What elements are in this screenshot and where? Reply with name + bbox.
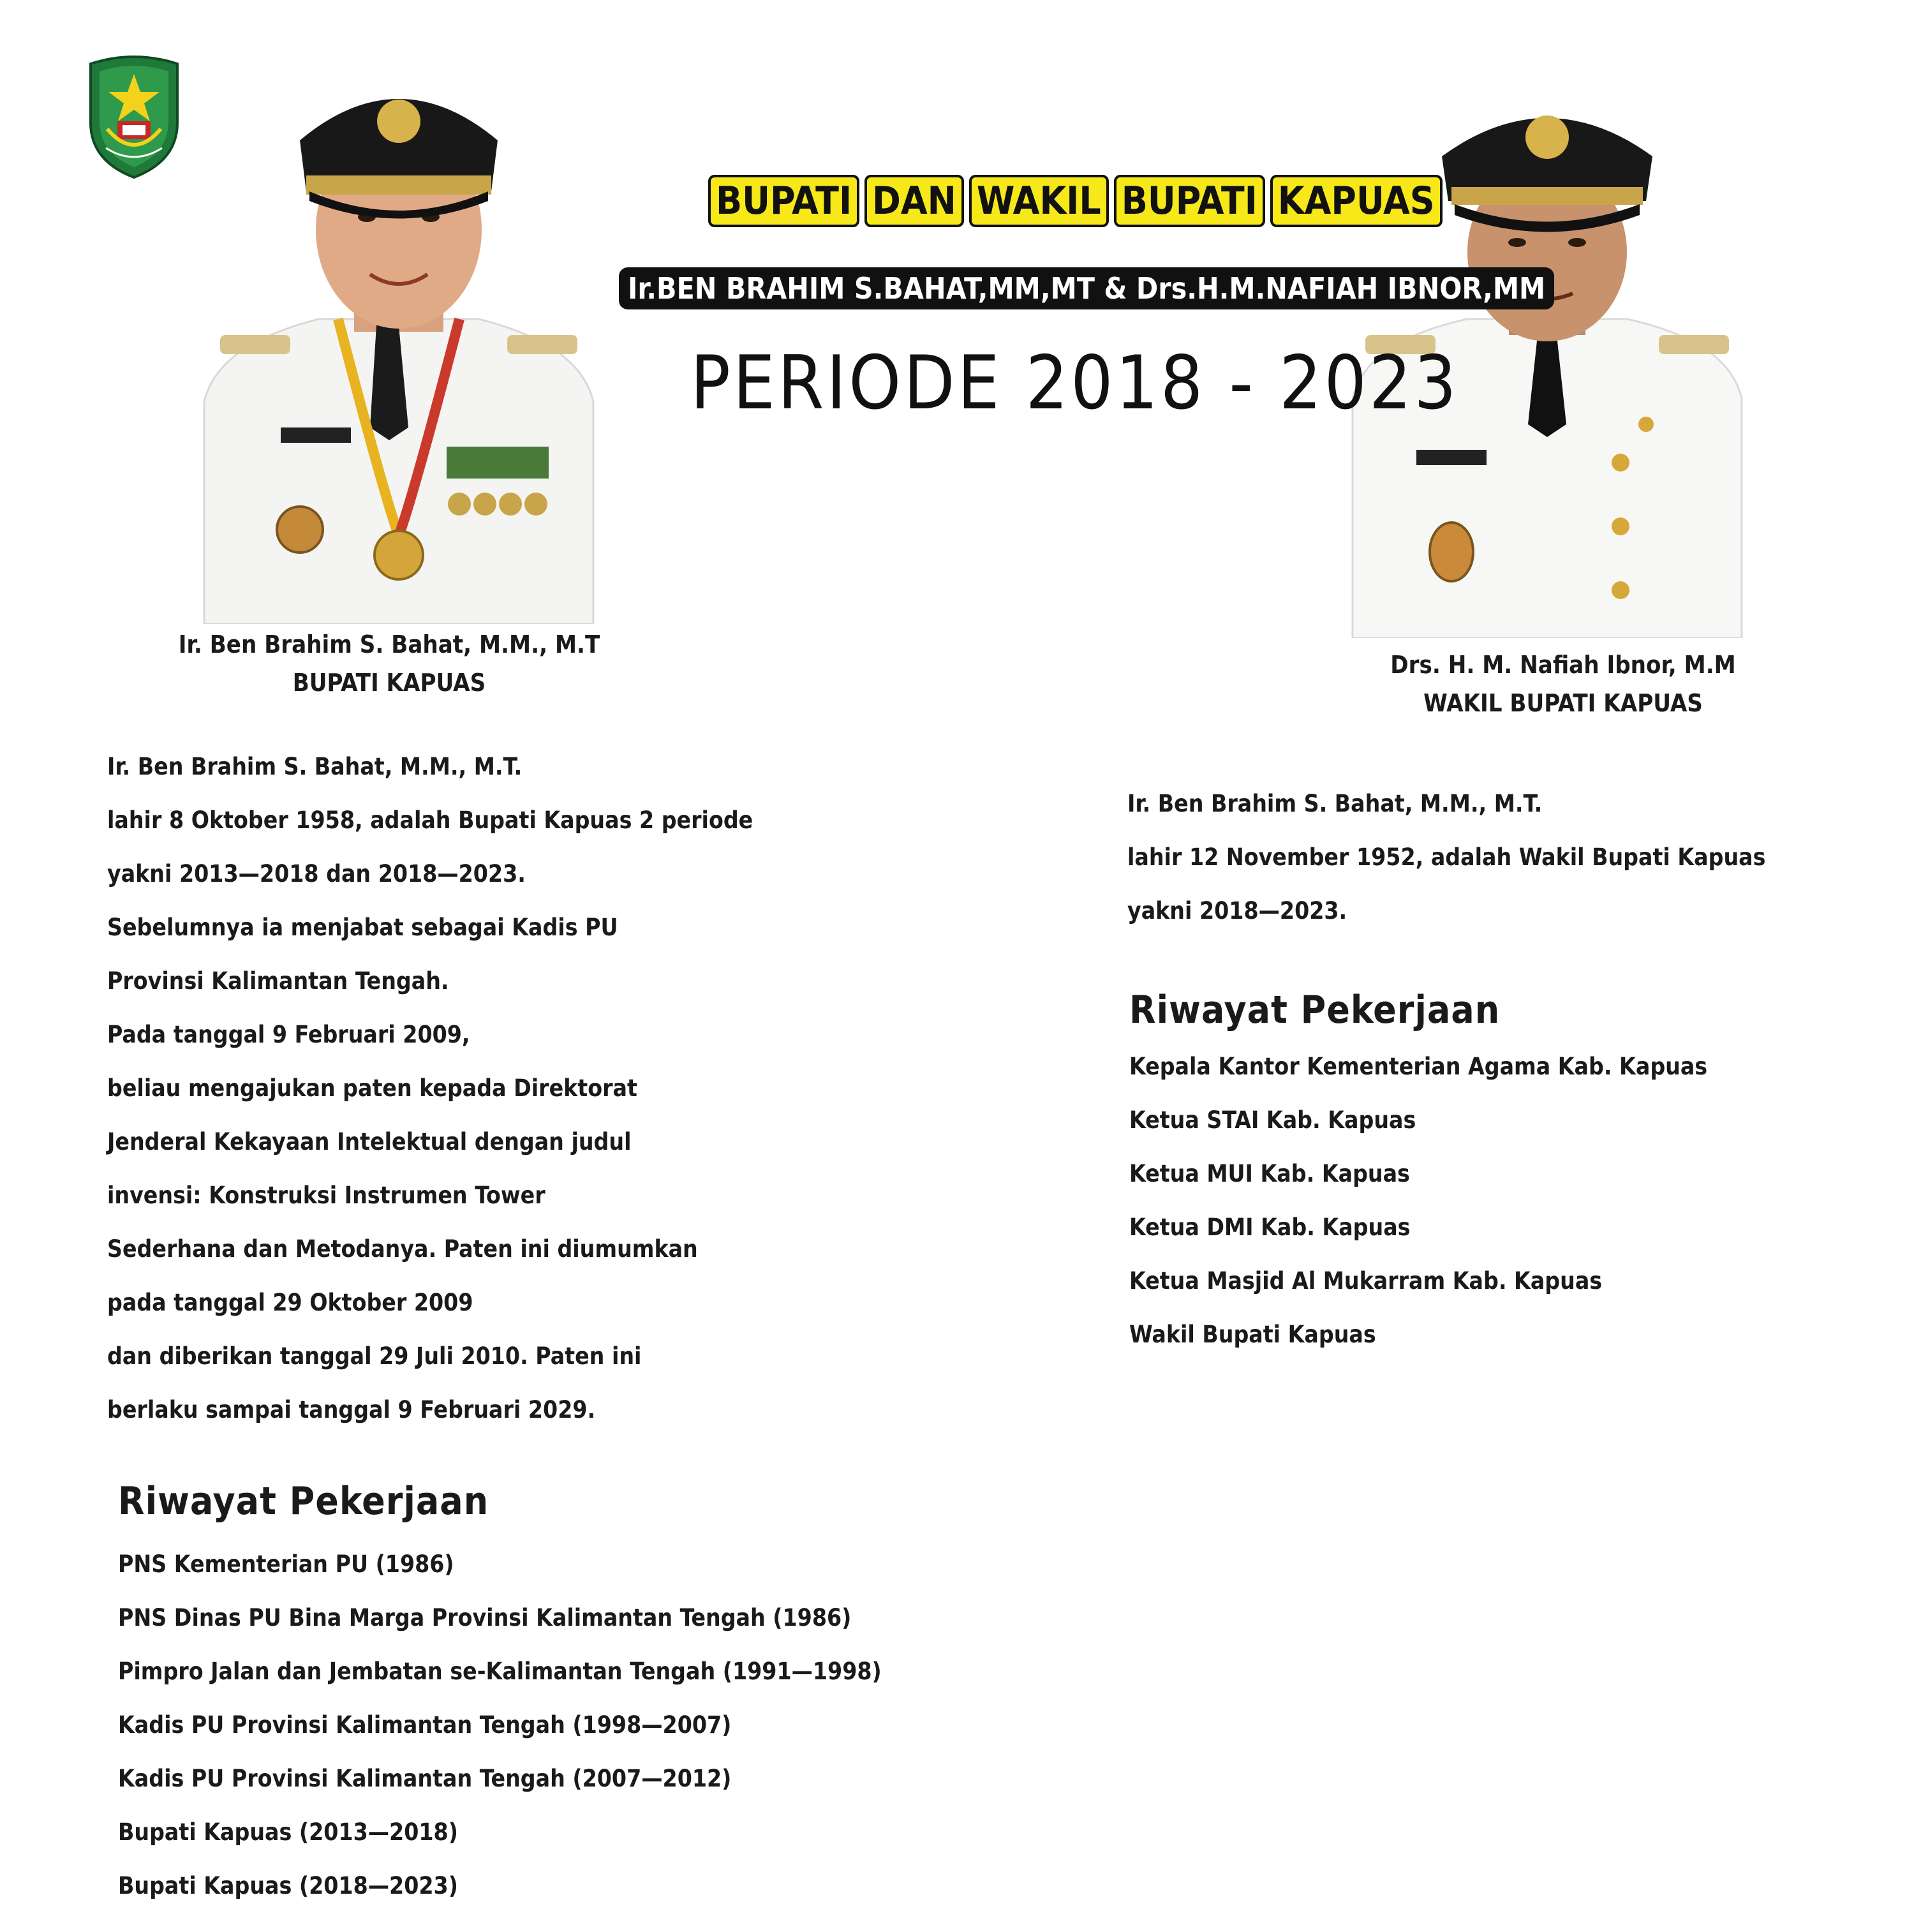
- bio-line: beliau mengajukan paten kepada Direktorat: [107, 1074, 637, 1102]
- period-title: PERIODE 2018 - 2023: [690, 340, 1459, 426]
- caption-role: WAKIL BUPATI KAPUAS: [1423, 689, 1703, 717]
- title-word: DAN: [864, 175, 964, 227]
- list-item: Pimpro Jalan dan Jembatan se-Kalimantan Tengah (1991—1998): [118, 1658, 882, 1685]
- bio-line: Pada tanggal 9 Februari 2009,: [107, 1021, 470, 1048]
- bio-line: yakni 2018—2023.: [1127, 897, 1347, 925]
- caption-bupati: [102, 625, 676, 702]
- bio-line: Provinsi Kalimantan Tengah.: [107, 967, 449, 995]
- title-bupati-wakil: [708, 179, 1448, 223]
- title-word: KAPUAS: [1270, 175, 1443, 227]
- bio-line: Sederhana dan Metodanya. Paten ini diumumkan: [107, 1235, 698, 1263]
- career-list-bupati: [118, 1538, 882, 1913]
- bio-wakil-bupati: [1127, 777, 1765, 938]
- career-list-wakil: [1129, 1040, 1707, 1362]
- title-word: BUPATI: [708, 175, 859, 227]
- bio-line: Jenderal Kekayaan Intelektual dengan judul: [107, 1128, 632, 1155]
- bio-line: Sebelumnya ia menjabat sebagai Kadis PU: [107, 914, 618, 941]
- bio-line: berlaku sampai tanggal 9 Februari 2029.: [107, 1396, 596, 1423]
- title-word: WAKIL: [969, 175, 1109, 227]
- list-item: Bupati Kapuas (2013—2018): [118, 1818, 458, 1846]
- bio-line: lahir 8 Oktober 1958, adalah Bupati Kapuas 2 periode: [107, 806, 753, 834]
- list-item: Kadis PU Provinsi Kalimantan Tengah (2007—2012): [118, 1765, 732, 1792]
- caption-wakil-bupati: [1276, 646, 1850, 722]
- list-item: Bupati Kapuas (2018—2023): [118, 1872, 458, 1899]
- list-item: Ketua MUI Kab. Kapuas: [1129, 1160, 1410, 1187]
- bio-line: dan diberikan tanggal 29 Juli 2010. Paten ini: [107, 1342, 642, 1370]
- bio-line: lahir 12 November 1952, adalah Wakil Bupati Kapuas: [1127, 843, 1766, 871]
- regency-emblem-icon: [84, 52, 184, 180]
- caption-name: Ir. Ben Brahim S. Bahat, M.M., M.T: [178, 630, 600, 658]
- names-banner: [619, 271, 1554, 306]
- bio-line: pada tanggal 29 Oktober 2009: [107, 1289, 473, 1316]
- list-item: Ketua STAI Kab. Kapuas: [1129, 1106, 1416, 1134]
- list-item: Ketua DMI Kab. Kapuas: [1129, 1214, 1411, 1241]
- career-heading-wakil: Riwayat Pekerjaan: [1129, 988, 1501, 1032]
- list-item: PNS Kementerian PU (1986): [118, 1550, 454, 1578]
- bio-line: Ir. Ben Brahim S. Bahat, M.M., M.T.: [107, 753, 523, 780]
- list-item: Kepala Kantor Kementerian Agama Kab. Kapuas: [1129, 1053, 1708, 1080]
- names-text: Ir.BEN BRAHIM S.BAHAT,MM,MT & Drs.H.M.NAFIAH IBNOR,MM: [619, 267, 1554, 309]
- bio-line: invensi: Konstruksi Instrumen Tower: [107, 1182, 545, 1209]
- career-heading-bupati: Riwayat Pekerjaan: [118, 1479, 489, 1524]
- bio-line: Ir. Ben Brahim S. Bahat, M.M., M.T.: [1127, 790, 1543, 817]
- list-item: PNS Dinas PU Bina Marga Provinsi Kalimantan Tengah (1986): [118, 1604, 852, 1631]
- caption-name: Drs. H. M. Nafiah Ibnor, M.M: [1390, 651, 1736, 679]
- list-item: Wakil Bupati Kapuas: [1129, 1321, 1376, 1348]
- caption-role: BUPATI KAPUAS: [292, 669, 486, 697]
- bio-line: yakni 2013—2018 dan 2018—2023.: [107, 860, 526, 888]
- title-word: BUPATI: [1114, 175, 1265, 227]
- bio-bupati: [107, 740, 753, 1437]
- portrait-bupati: [191, 45, 606, 624]
- list-item: Ketua Masjid Al Mukarram Kab. Kapuas: [1129, 1267, 1603, 1295]
- list-item: Kadis PU Provinsi Kalimantan Tengah (1998—2007): [118, 1711, 732, 1739]
